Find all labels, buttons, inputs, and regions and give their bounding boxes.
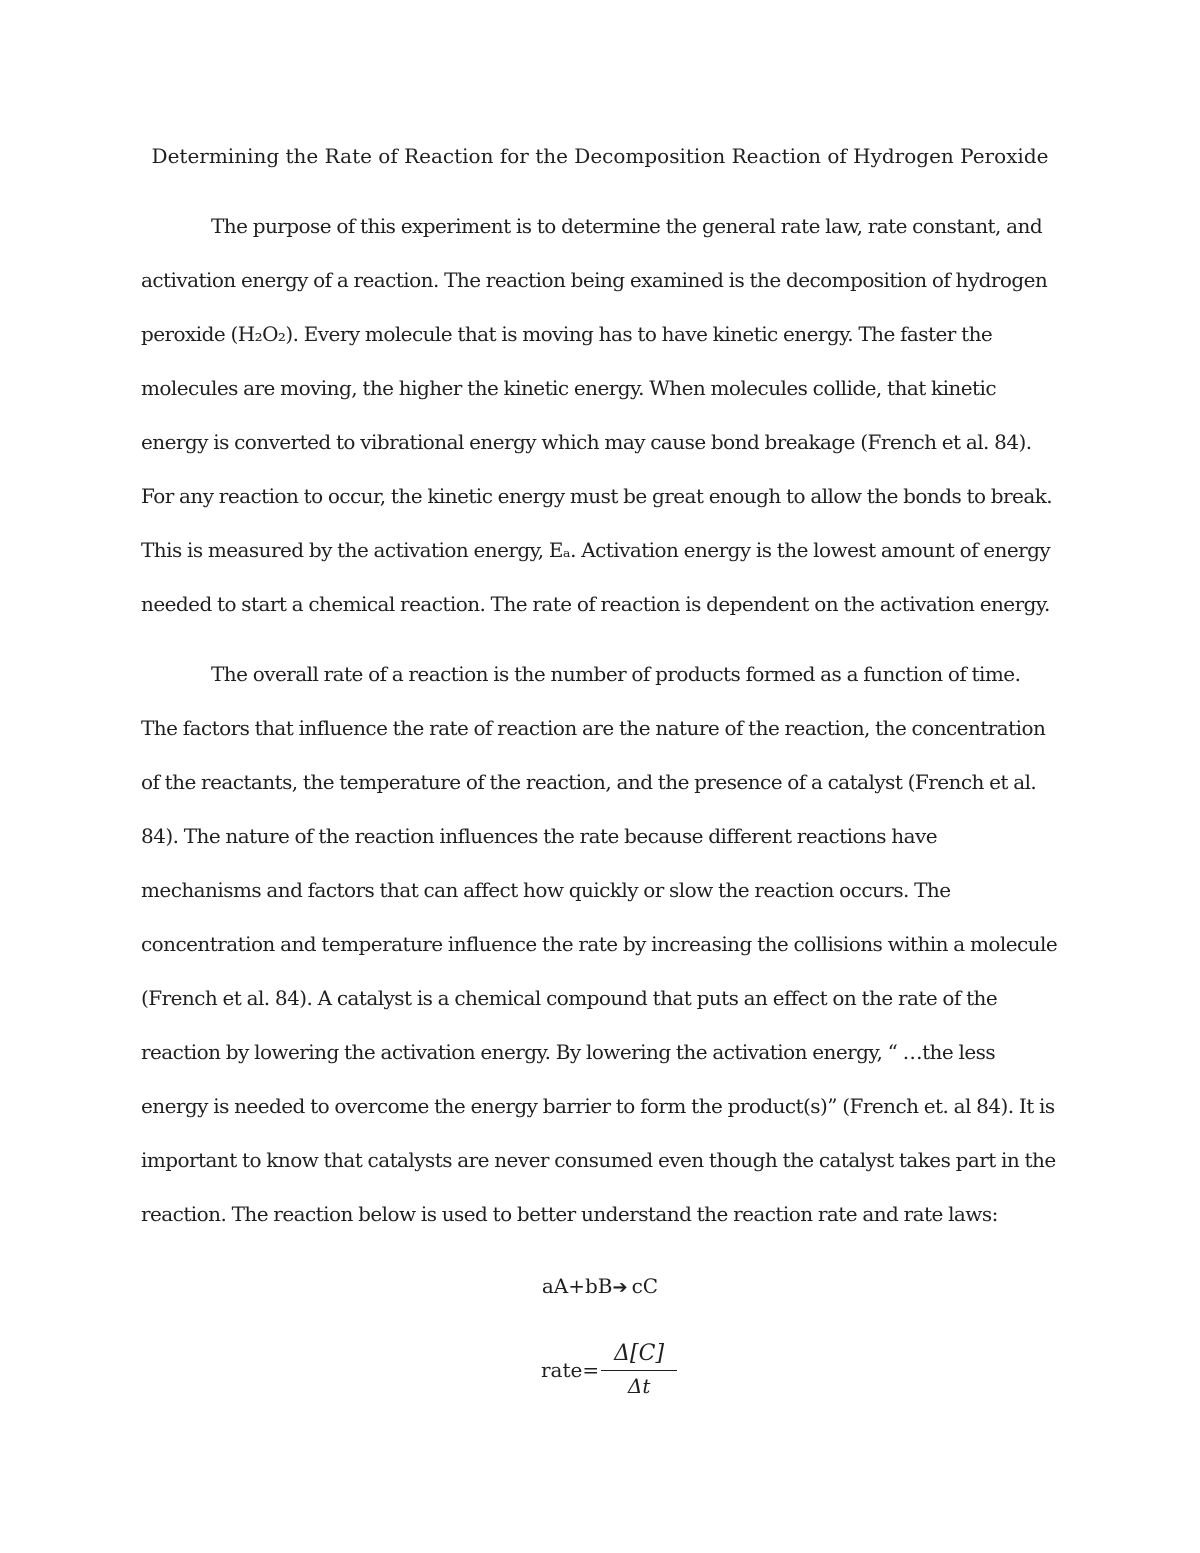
rate-label: rate= [541,1357,600,1382]
rate-numerator: Δ[C] [614,1341,665,1366]
paragraph-reaction-rate: The overall rate of a reaction is the number of products formed as a function of time. The factors that influence the rate of reaction are the nature of the reaction, the concentration of the reactants, the temperature of the reaction, and the presence of a catalyst (French et al. 84). The nature of the reaction influences the rate because different reactions have mechanisms and factors that can affect how quickly or slow the reaction occurs. The concentration and temperature influence the rate by increasing the collisions within a molecule (French et al. 84). A catalyst is a chemical compound that puts an effect on the rate of the reaction by lowering the activation energy. By lowering the activation energy, “ …the less energy is needed to overcome the energy barrier to form the product(s)” (French et. al 84). It is important to know that catalysts are never consumed even though the catalyst takes part in the reaction. The reaction below is used to better understand the reaction rate and rate laws: [141,662,1058,1226]
reaction-reactants: aA+bB [541,1274,613,1298]
rate-fraction [601,1340,677,1399]
rate-denominator: Δt [627,1374,651,1398]
document-title: Determining the Rate of Reaction for the Decomposition Reaction of Hydrogen Peroxide [151,144,1049,168]
reaction-products: cC [631,1274,659,1298]
reaction-arrow-icon: ➔ [612,1277,628,1298]
reaction-equation [0,1273,1200,1301]
paragraph-purpose: The purpose of this experiment is to determine the general rate law, rate constant, and activation energy of a reaction. The reaction being examined is the decomposition of hydrogen peroxide (H₂O₂). Every molecule that is moving has to have kinetic energy. The faster the molecules are moving, the higher the kinetic energy. When molecules collide, that kinetic energy is converted to vibrational energy which may cause bond breakage (French et al. 84). For any reaction to occur, the kinetic energy must be great enough to allow the bonds to break. This is measured by the activation energy, Eₐ. Activation energy is the lowest amount of energy needed to start a chemical reaction. The rate of reaction is dependent on the activation energy. [141,214,1053,616]
rate-equation [541,1340,677,1399]
